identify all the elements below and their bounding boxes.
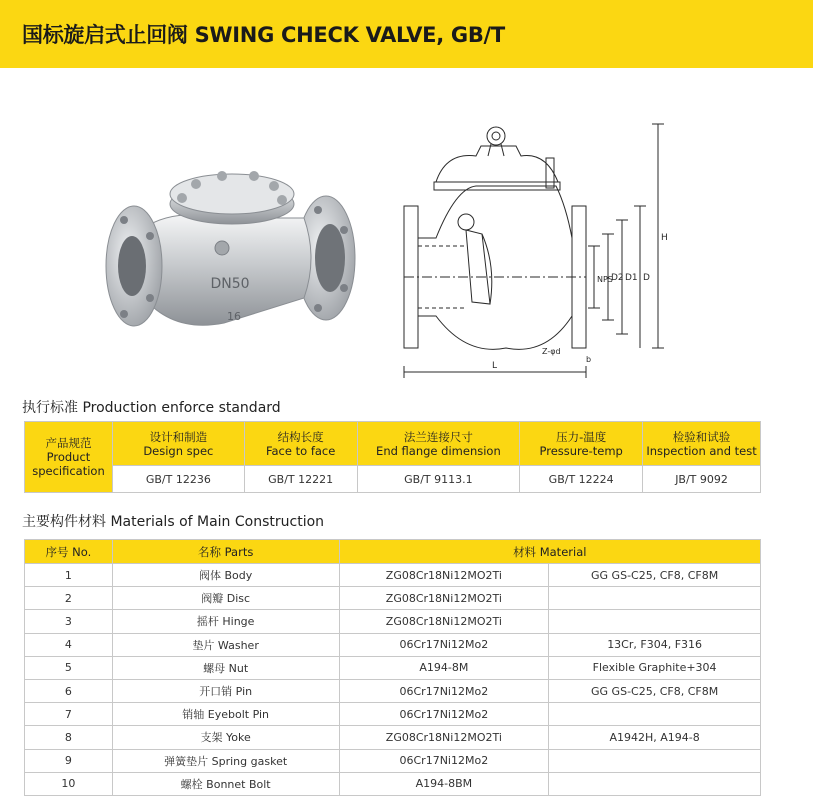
part-name-cell: 开口销 Pin — [112, 679, 339, 702]
table-row — [25, 587, 761, 610]
table-row — [25, 772, 761, 795]
dim-d-label: D — [643, 273, 650, 283]
material-alt-cell — [549, 610, 761, 633]
part-name-cell: 阀瓣 Disc — [112, 587, 339, 610]
materials-section-title: 主要构件材料 Materials of Main Construction — [22, 514, 325, 530]
material-primary-cell: 06Cr17Ni12Mo2 — [339, 703, 549, 726]
material-primary-cell: ZG08Cr18Ni12MO2Ti — [339, 610, 549, 633]
material-alt-cell: Flexible Graphite+304 — [549, 656, 761, 679]
pressure-temp-value: GB/T 12224 — [520, 466, 643, 493]
face-to-face-header: 结构长度 Face to face — [244, 422, 357, 466]
end-flange-header: 法兰连接尺寸 End flange dimension — [357, 422, 520, 466]
dim-h-label: H — [661, 233, 668, 243]
body-marking-text: DN50 — [210, 276, 250, 292]
row-number-cell: 7 — [25, 703, 113, 726]
standards-header-row — [25, 422, 761, 466]
materials-table — [24, 539, 761, 796]
row-number-cell: 4 — [25, 633, 113, 656]
table-row — [25, 749, 761, 772]
parts-header: 名称 Parts — [112, 540, 339, 564]
material-alt-cell — [549, 772, 761, 795]
material-primary-cell: A194-8BM — [339, 772, 549, 795]
page-title: 国标旋启式止回阀 SWING CHECK VALVE, GB/T — [22, 23, 505, 47]
table-row — [25, 679, 761, 702]
pressure-marking-text: 16 — [227, 310, 241, 323]
table-row — [25, 564, 761, 587]
valve-photo — [104, 148, 356, 370]
material-alt-cell: GG GS-C25, CF8, CF8M — [549, 564, 761, 587]
table-row — [25, 633, 761, 656]
material-alt-cell — [549, 703, 761, 726]
end-flange-value: GB/T 9113.1 — [357, 466, 520, 493]
material-alt-cell: A1942H, A194-8 — [549, 726, 761, 749]
row-number-cell: 1 — [25, 564, 113, 587]
dim-z-label: Z-φd — [542, 347, 561, 356]
dim-d2-label: D2 — [611, 273, 624, 283]
table-row — [25, 656, 761, 679]
dim-nps-label: NPS — [597, 275, 613, 284]
dim-l-label: L — [492, 361, 498, 371]
row-number-cell: 8 — [25, 726, 113, 749]
page-header — [0, 0, 813, 68]
material-alt-cell — [549, 749, 761, 772]
row-number-cell: 6 — [25, 679, 113, 702]
face-to-face-value: GB/T 12221 — [244, 466, 357, 493]
part-name-cell: 摇杆 Hinge — [112, 610, 339, 633]
no-header: 序号 No. — [25, 540, 113, 564]
table-row — [25, 726, 761, 749]
row-number-cell: 5 — [25, 656, 113, 679]
material-primary-cell: 06Cr17Ni12Mo2 — [339, 749, 549, 772]
material-primary-cell: ZG08Cr18Ni12MO2Ti — [339, 587, 549, 610]
part-name-cell: 销轴 Eyebolt Pin — [112, 703, 339, 726]
material-primary-cell: A194-8M — [339, 656, 549, 679]
inspection-header: 检验和试验 Inspection and test — [643, 422, 761, 466]
design-spec-header: 设计和制造 Design spec — [112, 422, 244, 466]
row-number-cell: 2 — [25, 587, 113, 610]
material-primary-cell: ZG08Cr18Ni12MO2Ti — [339, 726, 549, 749]
material-primary-cell: 06Cr17Ni12Mo2 — [339, 679, 549, 702]
part-name-cell: 弹簧垫片 Spring gasket — [112, 749, 339, 772]
part-name-cell: 螺母 Nut — [112, 656, 339, 679]
part-name-cell: 螺栓 Bonnet Bolt — [112, 772, 339, 795]
part-name-cell: 垫片 Washer — [112, 633, 339, 656]
part-name-cell: 阀体 Body — [112, 564, 339, 587]
standards-section-title: 执行标准 Production enforce standard — [22, 400, 281, 416]
material-primary-cell: 06Cr17Ni12Mo2 — [339, 633, 549, 656]
product-spec-header: 产品规范 Product specification — [25, 422, 113, 493]
row-number-cell: 3 — [25, 610, 113, 633]
row-number-cell: 10 — [25, 772, 113, 795]
material-alt-cell: 13Cr, F304, F316 — [549, 633, 761, 656]
dim-b-label: b — [586, 355, 592, 364]
standards-value-row — [25, 466, 761, 493]
material-primary-cell: ZG08Cr18Ni12MO2Ti — [339, 564, 549, 587]
material-alt-cell — [549, 587, 761, 610]
dim-d1-label: D1 — [625, 273, 638, 283]
pressure-temp-header: 压力-温度 Pressure-temp — [520, 422, 643, 466]
materials-header-row — [25, 540, 761, 564]
standards-table — [24, 421, 761, 493]
table-row — [25, 703, 761, 726]
material-header: 材料 Material — [339, 540, 761, 564]
row-number-cell: 9 — [25, 749, 113, 772]
table-row — [25, 610, 761, 633]
design-spec-value: GB/T 12236 — [112, 466, 244, 493]
part-name-cell: 支架 Yoke — [112, 726, 339, 749]
material-alt-cell: GG GS-C25, CF8, CF8M — [549, 679, 761, 702]
inspection-value: JB/T 9092 — [643, 466, 761, 493]
valve-section-drawing — [396, 116, 676, 382]
